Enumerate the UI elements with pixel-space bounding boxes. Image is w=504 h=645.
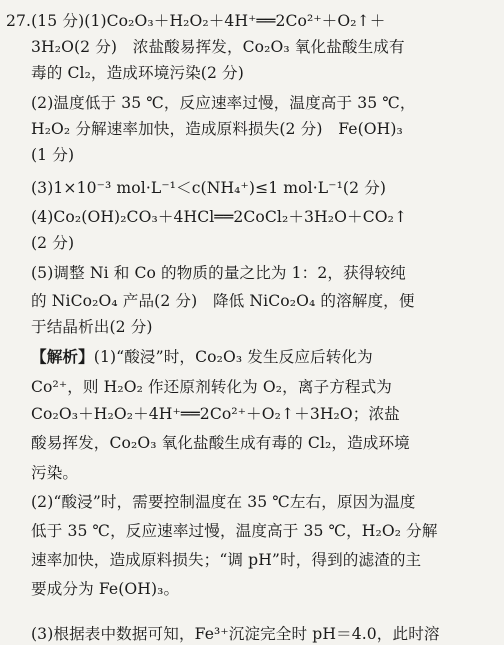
answer-line: (2)温度低于 35 ℃，反应速率过慢，温度高于 35 ℃， xyxy=(31,94,416,112)
analysis-line: 要成分为 Fe(OH)₃。 xyxy=(31,580,180,598)
analysis-line: Co²⁺，则 H₂O₂ 作还原剂转化为 O₂，离子方程式为 xyxy=(31,378,392,396)
answer-line: (3)1×10⁻³ mol·L⁻¹＜c(NH₄⁺)≤1 mol·L⁻¹(2 分) xyxy=(31,179,387,197)
analysis-line: 污染。 xyxy=(31,464,79,482)
answer-line: H₂O₂ 分解速率加快，造成原料损失(2 分) Fe(OH)₃ xyxy=(31,120,403,138)
answer-line: (2 分) xyxy=(31,234,75,252)
analysis-line: (1)“酸浸”时，Co₂O₃ 发生反应后转化为 xyxy=(93,348,373,366)
analysis-first-line xyxy=(31,346,373,368)
analysis-line: Co₂O₃＋H₂O₂＋4H⁺══2Co²⁺＋O₂↑＋3H₂O；浓盐 xyxy=(31,405,400,423)
answer-line: (5)调整 Ni 和 Co 的物质的量之比为 1：2，获得较纯 xyxy=(31,264,406,282)
answer-line: 27.(15 分)(1)Co₂O₃＋H₂O₂＋4H⁺══2Co²⁺＋O₂↑＋ xyxy=(6,12,386,30)
analysis-label: 【解析】 xyxy=(31,347,94,366)
answer-line: (4)Co₂(OH)₂CO₃＋4HCl══2CoCl₂＋3H₂O＋CO₂↑ xyxy=(31,208,408,226)
analysis-line: 低于 35 ℃，反应速率过慢，温度高于 35 ℃，H₂O₂ 分解 xyxy=(31,522,438,540)
answer-line: 的 NiCo₂O₄ 产品(2 分) 降低 NiCo₂O₄ 的溶解度，便 xyxy=(31,292,415,310)
answer-line: 毒的 Cl₂，造成环境污染(2 分) xyxy=(31,64,244,82)
answer-line: 于结晶析出(2 分) xyxy=(31,318,153,336)
analysis-line: 酸易挥发，Co₂O₃ 氧化盐酸生成有毒的 Cl₂，造成环境 xyxy=(31,434,410,452)
analysis-line: (2)“酸浸”时，需要控制温度在 35 ℃左右，原因为温度 xyxy=(31,493,416,511)
answer-line: (1 分) xyxy=(31,146,75,164)
analysis-line: (3)根据表中数据可知，Fe³⁺沉淀完全时 pH＝4.0，此时溶 xyxy=(31,625,440,643)
analysis-line: 速率加快，造成原料损失；“调 pH”时，得到的滤渣的主 xyxy=(31,551,422,569)
answer-line: 3H₂O(2 分) 浓盐酸易挥发，Co₂O₃ 氧化盐酸生成有 xyxy=(31,38,405,56)
